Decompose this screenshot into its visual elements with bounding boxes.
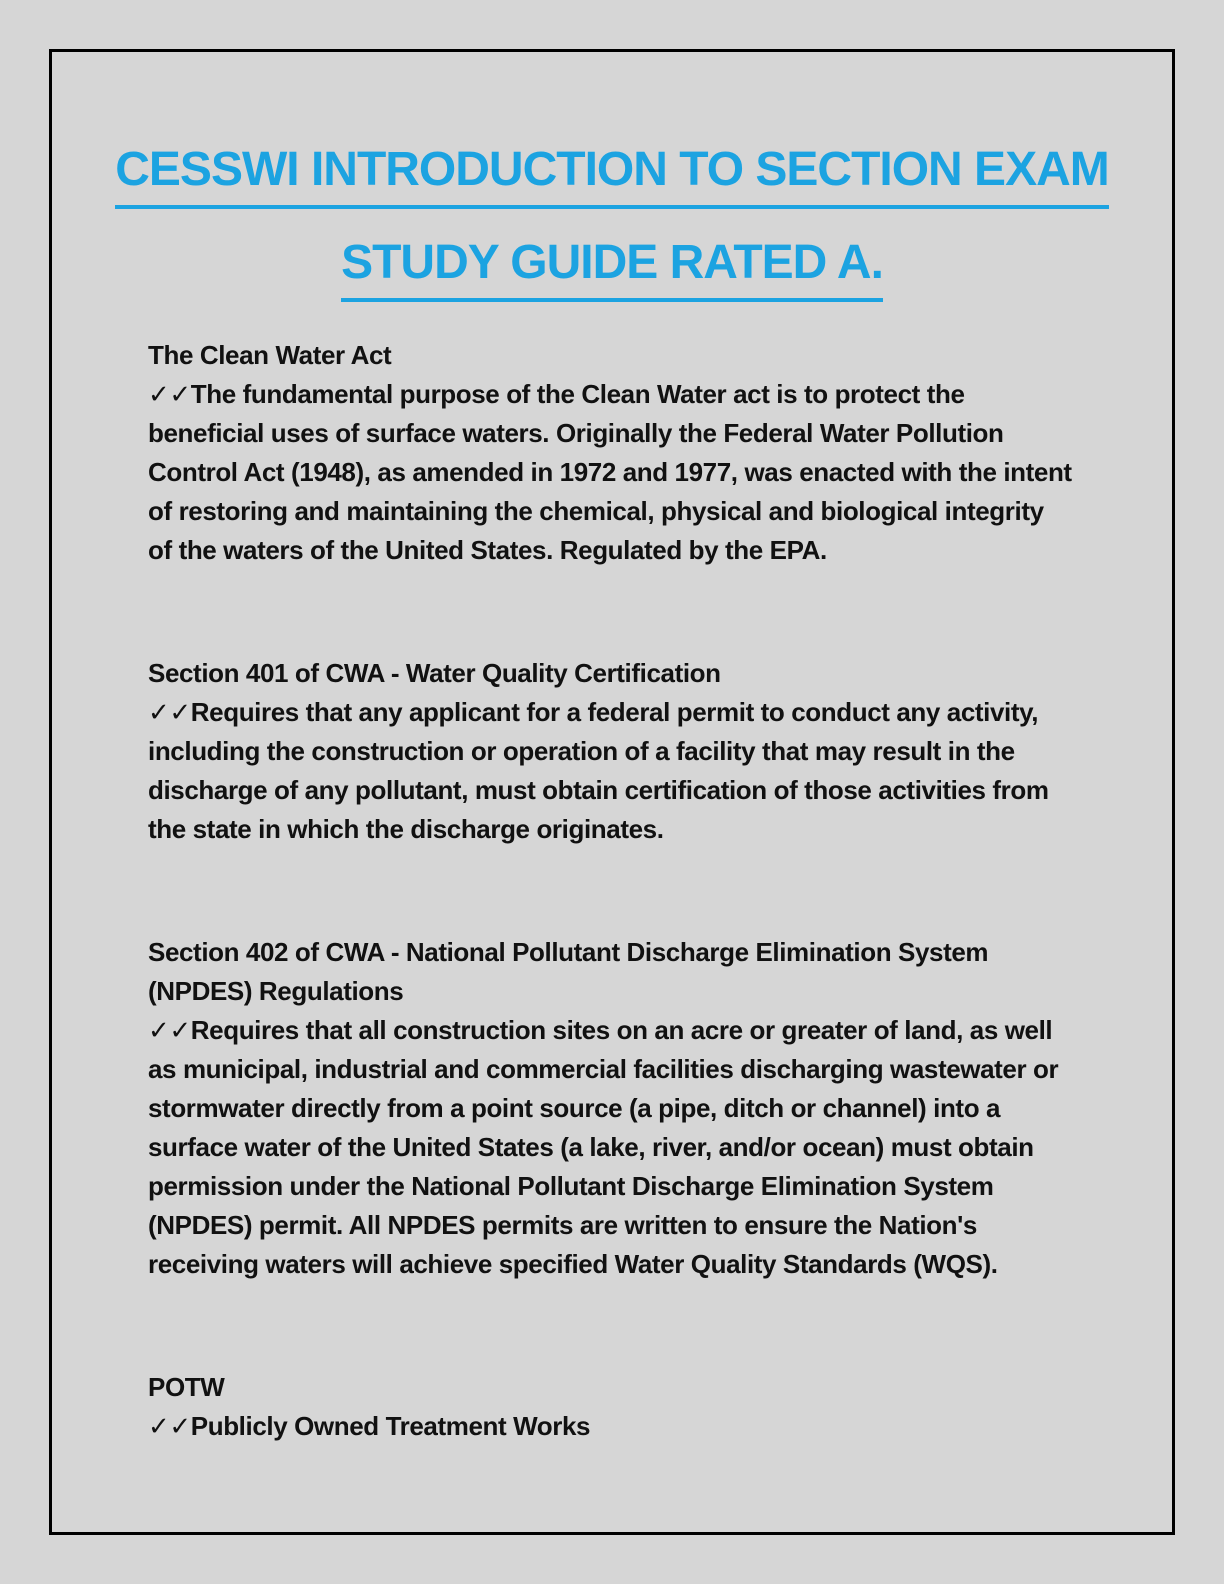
document-page-border <box>49 49 1175 1535</box>
section-heading: The Clean Water Act <box>148 340 392 370</box>
section-clean-water-act <box>148 336 1072 570</box>
section-401-cwa <box>148 654 1072 849</box>
page-title-line-1 <box>52 142 1172 209</box>
section-potw <box>148 1368 1072 1446</box>
section-heading: Section 401 of CWA - Water Quality Certification <box>148 658 721 688</box>
section-body: ✓✓Requires that all construction sites on an acre or greater of land, as well as municipal, industrial and commercial facilities discharging wastewater or stormwater directly from a point source (a pipe, ditch or channel) into a surface water of the United States (a lake, river, and/or ocean) must obtain permission under the National Pollutant Discharge Elimination System (NPDES) permit. All NPDES permits are written to ensure the Nation's receiving waters will achieve specified Water Quality Standards (WQS). <box>148 1015 1059 1279</box>
section-body: ✓✓Requires that any applicant for a federal permit to conduct any activity, including the construction or operation of a facility that may result in the discharge of any pollutant, must obtain certification of those activities from the state in which the discharge originates. <box>148 697 1049 844</box>
section-body: ✓✓Publicly Owned Treatment Works <box>148 1411 591 1441</box>
page-title-line-2-text: STUDY GUIDE RATED A. <box>341 235 883 302</box>
page-title <box>52 142 1172 302</box>
section-heading: POTW <box>148 1372 225 1402</box>
section-heading: Section 402 of CWA - National Pollutant Discharge Elimination System (NPDES) Regulations <box>148 937 989 1006</box>
page-title-line-2 <box>52 235 1172 302</box>
section-body: ✓✓The fundamental purpose of the Clean Water act is to protect the beneficial uses of surface waters. Originally the Federal Water Pollution Control Act (1948), as amended in 1972 and 1977, was enacted with the intent of restoring and maintaining the chemical, physical and biological integrity of the waters of the United States. Regulated by the EPA. <box>148 379 1072 565</box>
section-402-cwa <box>148 933 1072 1284</box>
page-title-line-1-text: CESSWI INTRODUCTION TO SECTION EXAM <box>115 142 1108 209</box>
document-content <box>52 336 1172 1446</box>
